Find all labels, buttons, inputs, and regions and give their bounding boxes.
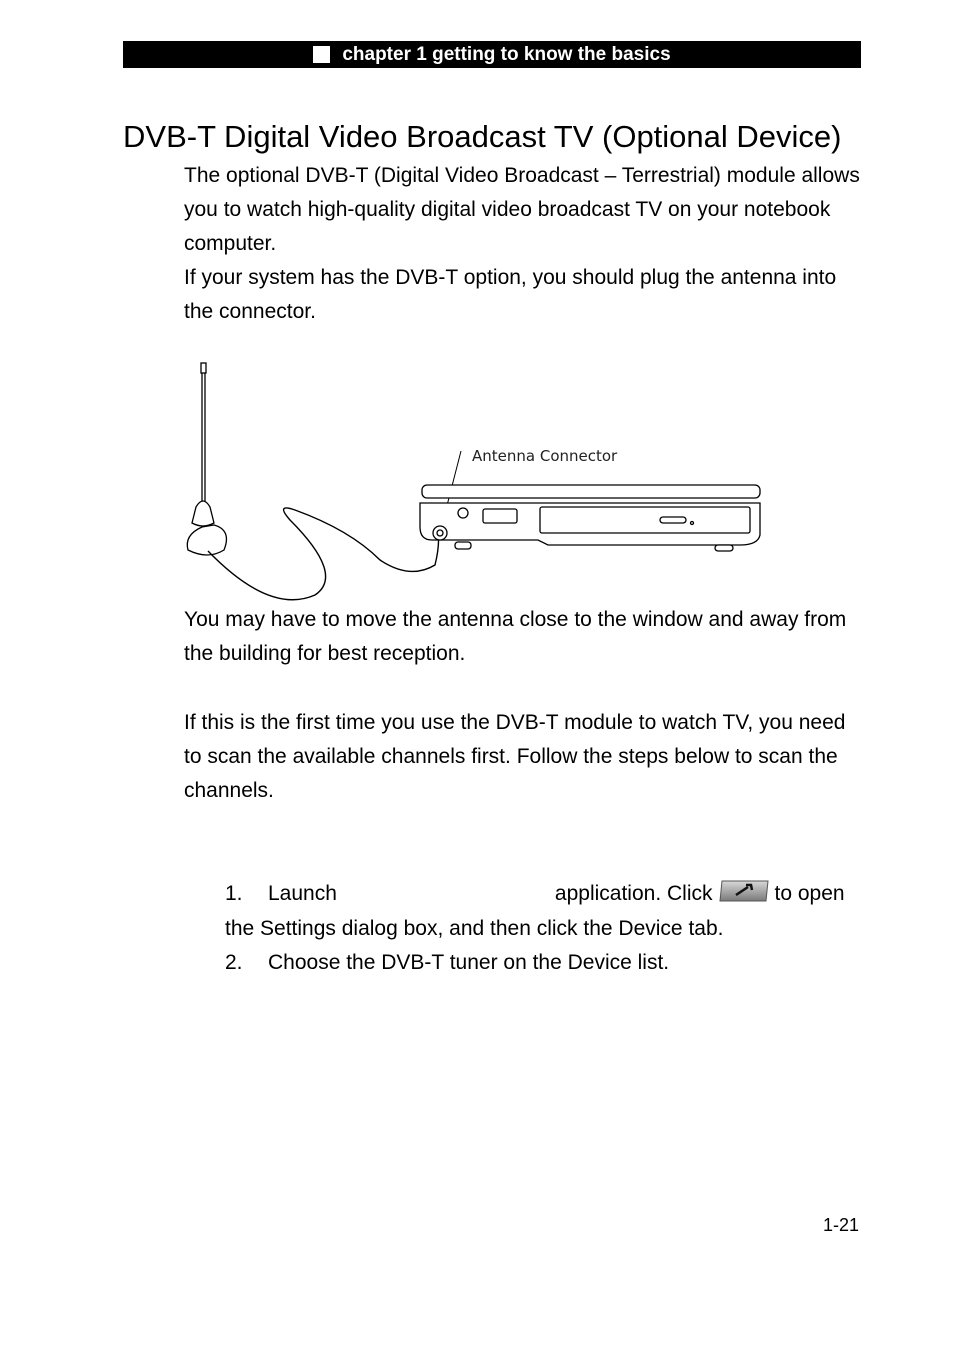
section-title: DVB-T Digital Video Broadcast TV (Optional Device) xyxy=(123,119,842,154)
step-1 xyxy=(225,876,865,946)
step-1-number: 1. xyxy=(225,882,243,905)
step-2-number: 2. xyxy=(225,951,243,974)
notebook-side-icon xyxy=(420,485,760,551)
chapter-label: chapter 1 getting to know the basics xyxy=(342,43,671,65)
page-number: 1-21 xyxy=(823,1215,860,1235)
antenna-icon xyxy=(187,363,226,555)
cable-icon xyxy=(208,508,439,600)
antenna-diagram xyxy=(180,355,780,605)
step-2-text: Choose the DVB-T tuner on the Device list. xyxy=(268,951,670,974)
step-1-text-after: to open the Settings dialog box, and then click the Device tab. xyxy=(225,882,845,940)
antenna-connector-label: Antenna Connector xyxy=(472,447,618,465)
step-1-text-before: Launch xyxy=(268,882,337,905)
settings-tool-icon[interactable] xyxy=(718,879,770,903)
step-2 xyxy=(225,945,865,980)
reception-tip-paragraph: You may have to move the antenna close to the window and away from the building for best reception. xyxy=(184,608,847,665)
intro-paragraph-2: If your system has the DVB-T option, you should plug the antenna into the connector. xyxy=(184,266,837,323)
intro-paragraph-1: The optional DVB-T (Digital Video Broadcast – Terrestrial) module allows you to watch high-quality digital video broadcast TV on your notebook computer. xyxy=(184,164,860,255)
square-bullet-icon xyxy=(313,46,330,63)
scan-intro-paragraph: If this is the first time you use the DVB-T module to watch TV, you need to scan the available channels first. Follow the steps below to scan the channels. xyxy=(184,711,846,802)
antenna-connection-figure xyxy=(180,355,780,605)
chapter-header-bar xyxy=(123,41,861,68)
step-1-text-middle: application. Click xyxy=(554,882,713,905)
